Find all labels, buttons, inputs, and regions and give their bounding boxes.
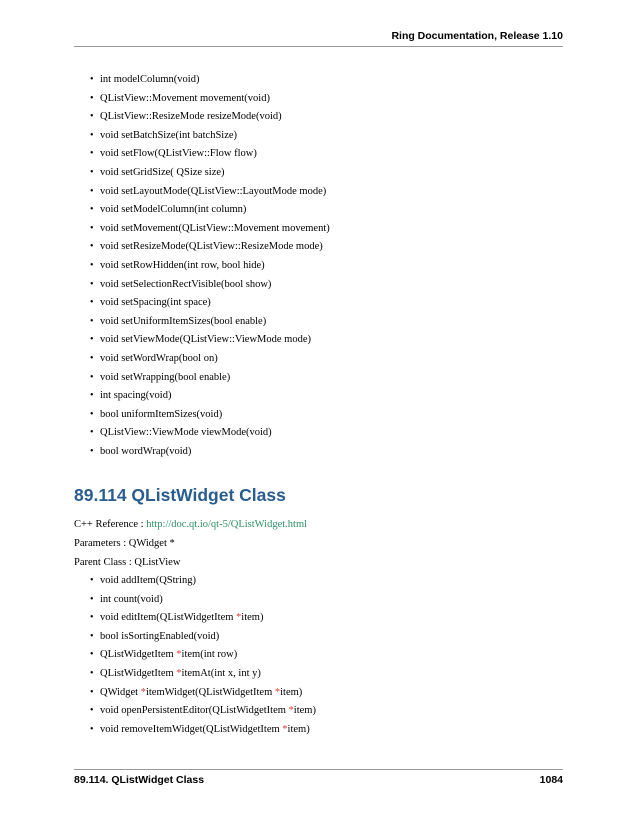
bullet-icon: • — [90, 204, 94, 216]
list-item — [74, 276, 330, 295]
method-signature-part: item) — [293, 705, 316, 717]
method-signature-part: item) — [287, 723, 310, 735]
bullet-icon: • — [90, 575, 94, 586]
parent-class-line: Parent Class : QListView — [74, 557, 181, 568]
list-item — [74, 145, 330, 164]
list-item — [74, 201, 330, 220]
method-signature-part: int count(void) — [100, 593, 163, 605]
cpp-reference-label: C++ Reference : — [74, 519, 147, 530]
bullet-icon: • — [90, 259, 94, 271]
method-signature: void setUniformItemSizes(bool enable) — [100, 315, 267, 327]
pointer-asterisk: * — [274, 686, 281, 698]
list-item — [74, 257, 330, 276]
bullet-icon: • — [90, 111, 94, 123]
footer-section: 89.114. QListWidget Class — [74, 774, 205, 786]
method-signature-part: QListWidgetItem — [100, 667, 177, 679]
method-signature: QListView::Movement movement(void) — [100, 92, 270, 104]
method-signature-part: item) — [280, 686, 303, 698]
method-signature-part: void removeItemWidget(QListWidgetItem — [100, 723, 283, 735]
list-item — [74, 350, 330, 369]
bullet-icon: • — [90, 297, 94, 309]
list-item — [74, 572, 316, 591]
method-signature-part: void editItem(QListWidgetItem — [100, 612, 237, 624]
list-item — [74, 406, 330, 425]
bullet-icon: • — [90, 445, 94, 457]
list-item — [74, 628, 316, 647]
list-item — [74, 721, 316, 740]
list-item — [74, 702, 316, 721]
list-item — [74, 609, 316, 628]
list-item — [74, 387, 330, 406]
method-signature: void setRowHidden(int row, bool hide) — [100, 259, 265, 271]
bullet-icon: • — [90, 408, 94, 420]
bullet-icon: • — [90, 630, 94, 642]
bullet-icon: • — [90, 612, 94, 624]
bullet-icon: • — [90, 278, 94, 290]
method-signature: void setFlow(QListView::Flow flow) — [100, 148, 257, 160]
bullet-icon: • — [90, 241, 94, 253]
bullet-icon: • — [90, 667, 94, 679]
bullet-icon: • — [90, 593, 94, 605]
bullet-icon: • — [90, 371, 94, 383]
list-item — [74, 183, 330, 202]
list-item — [74, 684, 316, 703]
list-item — [74, 294, 330, 313]
method-signature-part: void openPersistentEditor(QListWidgetItem — [100, 705, 289, 717]
bullet-icon: • — [90, 705, 94, 717]
method-signature: void setGridSize( QSize size) — [100, 166, 225, 178]
bullet-icon: • — [90, 315, 94, 327]
list-item — [74, 108, 330, 127]
page-number: 1084 — [539, 774, 563, 786]
section-heading: 89.114 QListWidget Class — [74, 485, 286, 505]
method-signature: QListView::ViewMode viewMode(void) — [100, 427, 272, 439]
method-signature: void setMovement(QListView::Movement movement) — [100, 222, 330, 234]
list-item — [74, 90, 330, 109]
list-item — [74, 164, 330, 183]
list-item — [74, 220, 330, 239]
method-signature-part: itemWidget(QListWidgetItem — [145, 686, 275, 698]
method-list-qlistwidget — [74, 572, 316, 739]
bullet-icon: • — [90, 352, 94, 364]
method-signature: void setSelectionRectVisible(bool show) — [100, 278, 272, 290]
method-signature: bool wordWrap(void) — [100, 445, 192, 457]
list-item — [74, 443, 330, 462]
bullet-icon: • — [90, 723, 94, 735]
method-signature: void setWrapping(bool enable) — [100, 371, 231, 383]
method-signature: void setResizeMode(QListView::ResizeMode mode) — [100, 241, 323, 253]
method-signature-part: void addItem(QString) — [100, 575, 196, 586]
cpp-reference-link[interactable]: http://doc.qt.io/qt-5/QListWidget.html — [146, 519, 308, 530]
method-signature: int spacing(void) — [100, 390, 172, 402]
list-item — [74, 369, 330, 388]
method-signature: QListView::ResizeMode resizeMode(void) — [100, 111, 282, 123]
method-signature-part: QListWidgetItem — [100, 649, 177, 661]
pointer-asterisk: * — [176, 649, 182, 661]
method-signature-part: item) — [241, 612, 264, 624]
running-header: Ring Documentation, Release 1.10 — [391, 30, 563, 42]
method-signature: void setModelColumn(int column) — [100, 204, 247, 216]
list-item — [74, 665, 316, 684]
bullet-icon: • — [90, 92, 94, 104]
method-signature: int modelColumn(void) — [100, 74, 200, 85]
footer-rule — [74, 769, 563, 770]
pointer-asterisk: * — [176, 667, 182, 679]
method-signature-part: QWidget — [100, 686, 141, 698]
bullet-icon: • — [90, 74, 94, 85]
list-item — [74, 238, 330, 257]
list-item — [74, 331, 330, 350]
list-item — [74, 127, 330, 146]
bullet-icon: • — [90, 148, 94, 160]
method-signature: void setViewMode(QListView::ViewMode mode) — [100, 334, 311, 346]
pointer-asterisk: * — [282, 723, 288, 735]
method-signature: bool uniformItemSizes(void) — [100, 408, 223, 420]
method-signature-part: item(int row) — [181, 649, 238, 661]
list-item — [74, 71, 330, 90]
header-rule — [74, 46, 563, 47]
pointer-asterisk: * — [288, 705, 294, 717]
cpp-reference-line — [74, 519, 307, 530]
list-item — [74, 591, 316, 610]
method-signature: void setLayoutMode(QListView::LayoutMode mode) — [100, 185, 327, 197]
bullet-icon: • — [90, 166, 94, 178]
bullet-icon: • — [90, 649, 94, 661]
bullet-icon: • — [90, 222, 94, 234]
list-item — [74, 424, 330, 443]
bullet-icon: • — [90, 334, 94, 346]
method-signature: void setWordWrap(bool on) — [100, 352, 218, 364]
pointer-asterisk: * — [236, 612, 242, 624]
pointer-asterisk: * — [140, 686, 146, 698]
method-signature-part: itemAt(int x, int y) — [181, 667, 261, 679]
method-list-qlistview — [74, 71, 330, 461]
bullet-icon: • — [90, 390, 94, 402]
bullet-icon: • — [90, 427, 94, 439]
parameters-line: Parameters : QWidget * — [74, 538, 175, 549]
method-signature-part: bool isSortingEnabled(void) — [100, 630, 220, 642]
method-signature: void setBatchSize(int batchSize) — [100, 129, 238, 141]
bullet-icon: • — [90, 185, 94, 197]
list-item — [74, 313, 330, 332]
bullet-icon: • — [90, 686, 94, 698]
method-signature: void setSpacing(int space) — [100, 297, 211, 309]
bullet-icon: • — [90, 129, 94, 141]
list-item — [74, 646, 316, 665]
